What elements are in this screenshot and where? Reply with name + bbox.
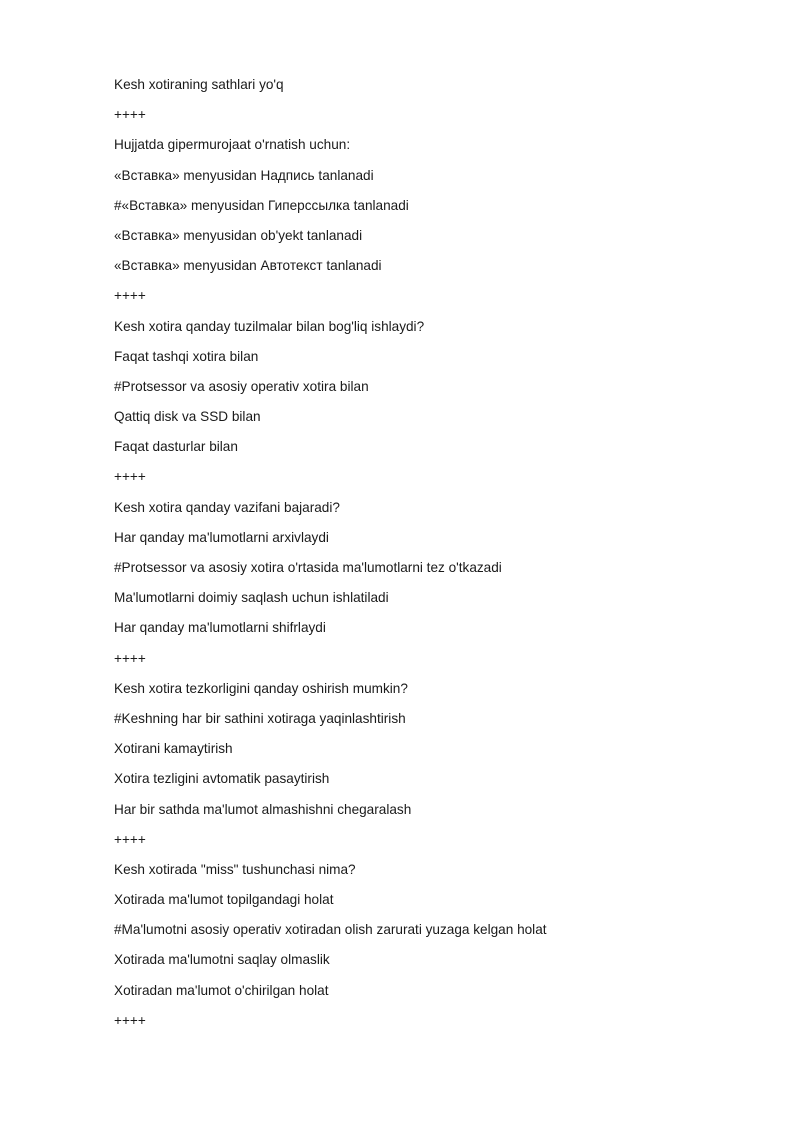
text-line: Kesh xotiraning sathlari yo'q bbox=[114, 77, 284, 92]
correct-answer-option: #Protsessor va asosiy operativ xotira bilan bbox=[114, 378, 369, 394]
separator-line: ++++ bbox=[114, 831, 146, 847]
separator-line: ++++ bbox=[114, 1012, 146, 1028]
answer-option: Xotirada ma'lumot topilgandagi holat bbox=[114, 892, 334, 908]
answer-option: Har qanday ma'lumotlarni shifrlaydi bbox=[114, 620, 326, 636]
question-line: Kesh xotirada "miss" tushunchasi nima? bbox=[114, 861, 356, 877]
question-line: Hujjatda gipermurojaat o'rnatish uchun: bbox=[114, 137, 351, 153]
document-text bbox=[114, 73, 754, 1039]
answer-option: Ma'lumotlarni doimiy saqlash uchun ishlatiladi bbox=[114, 590, 389, 606]
separator-line: ++++ bbox=[114, 107, 146, 123]
answer-option: Qattiq disk va SSD bilan bbox=[114, 409, 261, 425]
answer-option: Xotirani kamaytirish bbox=[114, 741, 233, 757]
separator-line: ++++ bbox=[114, 288, 146, 304]
answer-option: Har bir sathda ma'lumot almashishni chegaralash bbox=[114, 801, 412, 817]
answer-option: Har qanday ma'lumotlarni arxivlaydi bbox=[114, 529, 329, 545]
answer-option: Xotirada ma'lumotni saqlay olmaslik bbox=[114, 952, 330, 968]
correct-answer-option: #Protsessor va asosiy xotira o'rtasida ma'lumotlarni tez o'tkazadi bbox=[114, 560, 502, 575]
answer-option: «Вставка» menyusidan ob'yekt tanlanadi bbox=[114, 227, 363, 243]
question-line: Kesh xotira tezkorligini qanday oshirish mumkin? bbox=[114, 680, 408, 696]
correct-answer-option: #Keshning har bir sathini xotiraga yaqinlashtirish bbox=[114, 710, 406, 726]
answer-option: Xotiradan ma'lumot o'chirilgan holat bbox=[114, 982, 329, 998]
correct-answer-option: #Ma'lumotni asosiy operativ xotiradan olish zarurati yuzaga kelgan holat bbox=[114, 922, 547, 938]
answer-option: «Вставка» menyusidan Автотекст tanlanadi bbox=[114, 258, 382, 274]
question-line: Kesh xotira qanday vazifani bajaradi? bbox=[114, 499, 340, 515]
answer-option: Xotira tezligini avtomatik pasaytirish bbox=[114, 771, 330, 787]
correct-answer-option: #«Вставка» menyusidan Гиперссылка tanlanadi bbox=[114, 197, 409, 213]
separator-line: ++++ bbox=[114, 650, 146, 666]
answer-option: Faqat tashqi xotira bilan bbox=[114, 348, 259, 364]
question-line: Kesh xotira qanday tuzilmalar bilan bog'liq ishlaydi? bbox=[114, 318, 425, 334]
answer-option: Faqat dasturlar bilan bbox=[114, 439, 238, 455]
answer-option: «Вставка» menyusidan Надпись tanlanadi bbox=[114, 167, 374, 183]
separator-line: ++++ bbox=[114, 469, 146, 485]
